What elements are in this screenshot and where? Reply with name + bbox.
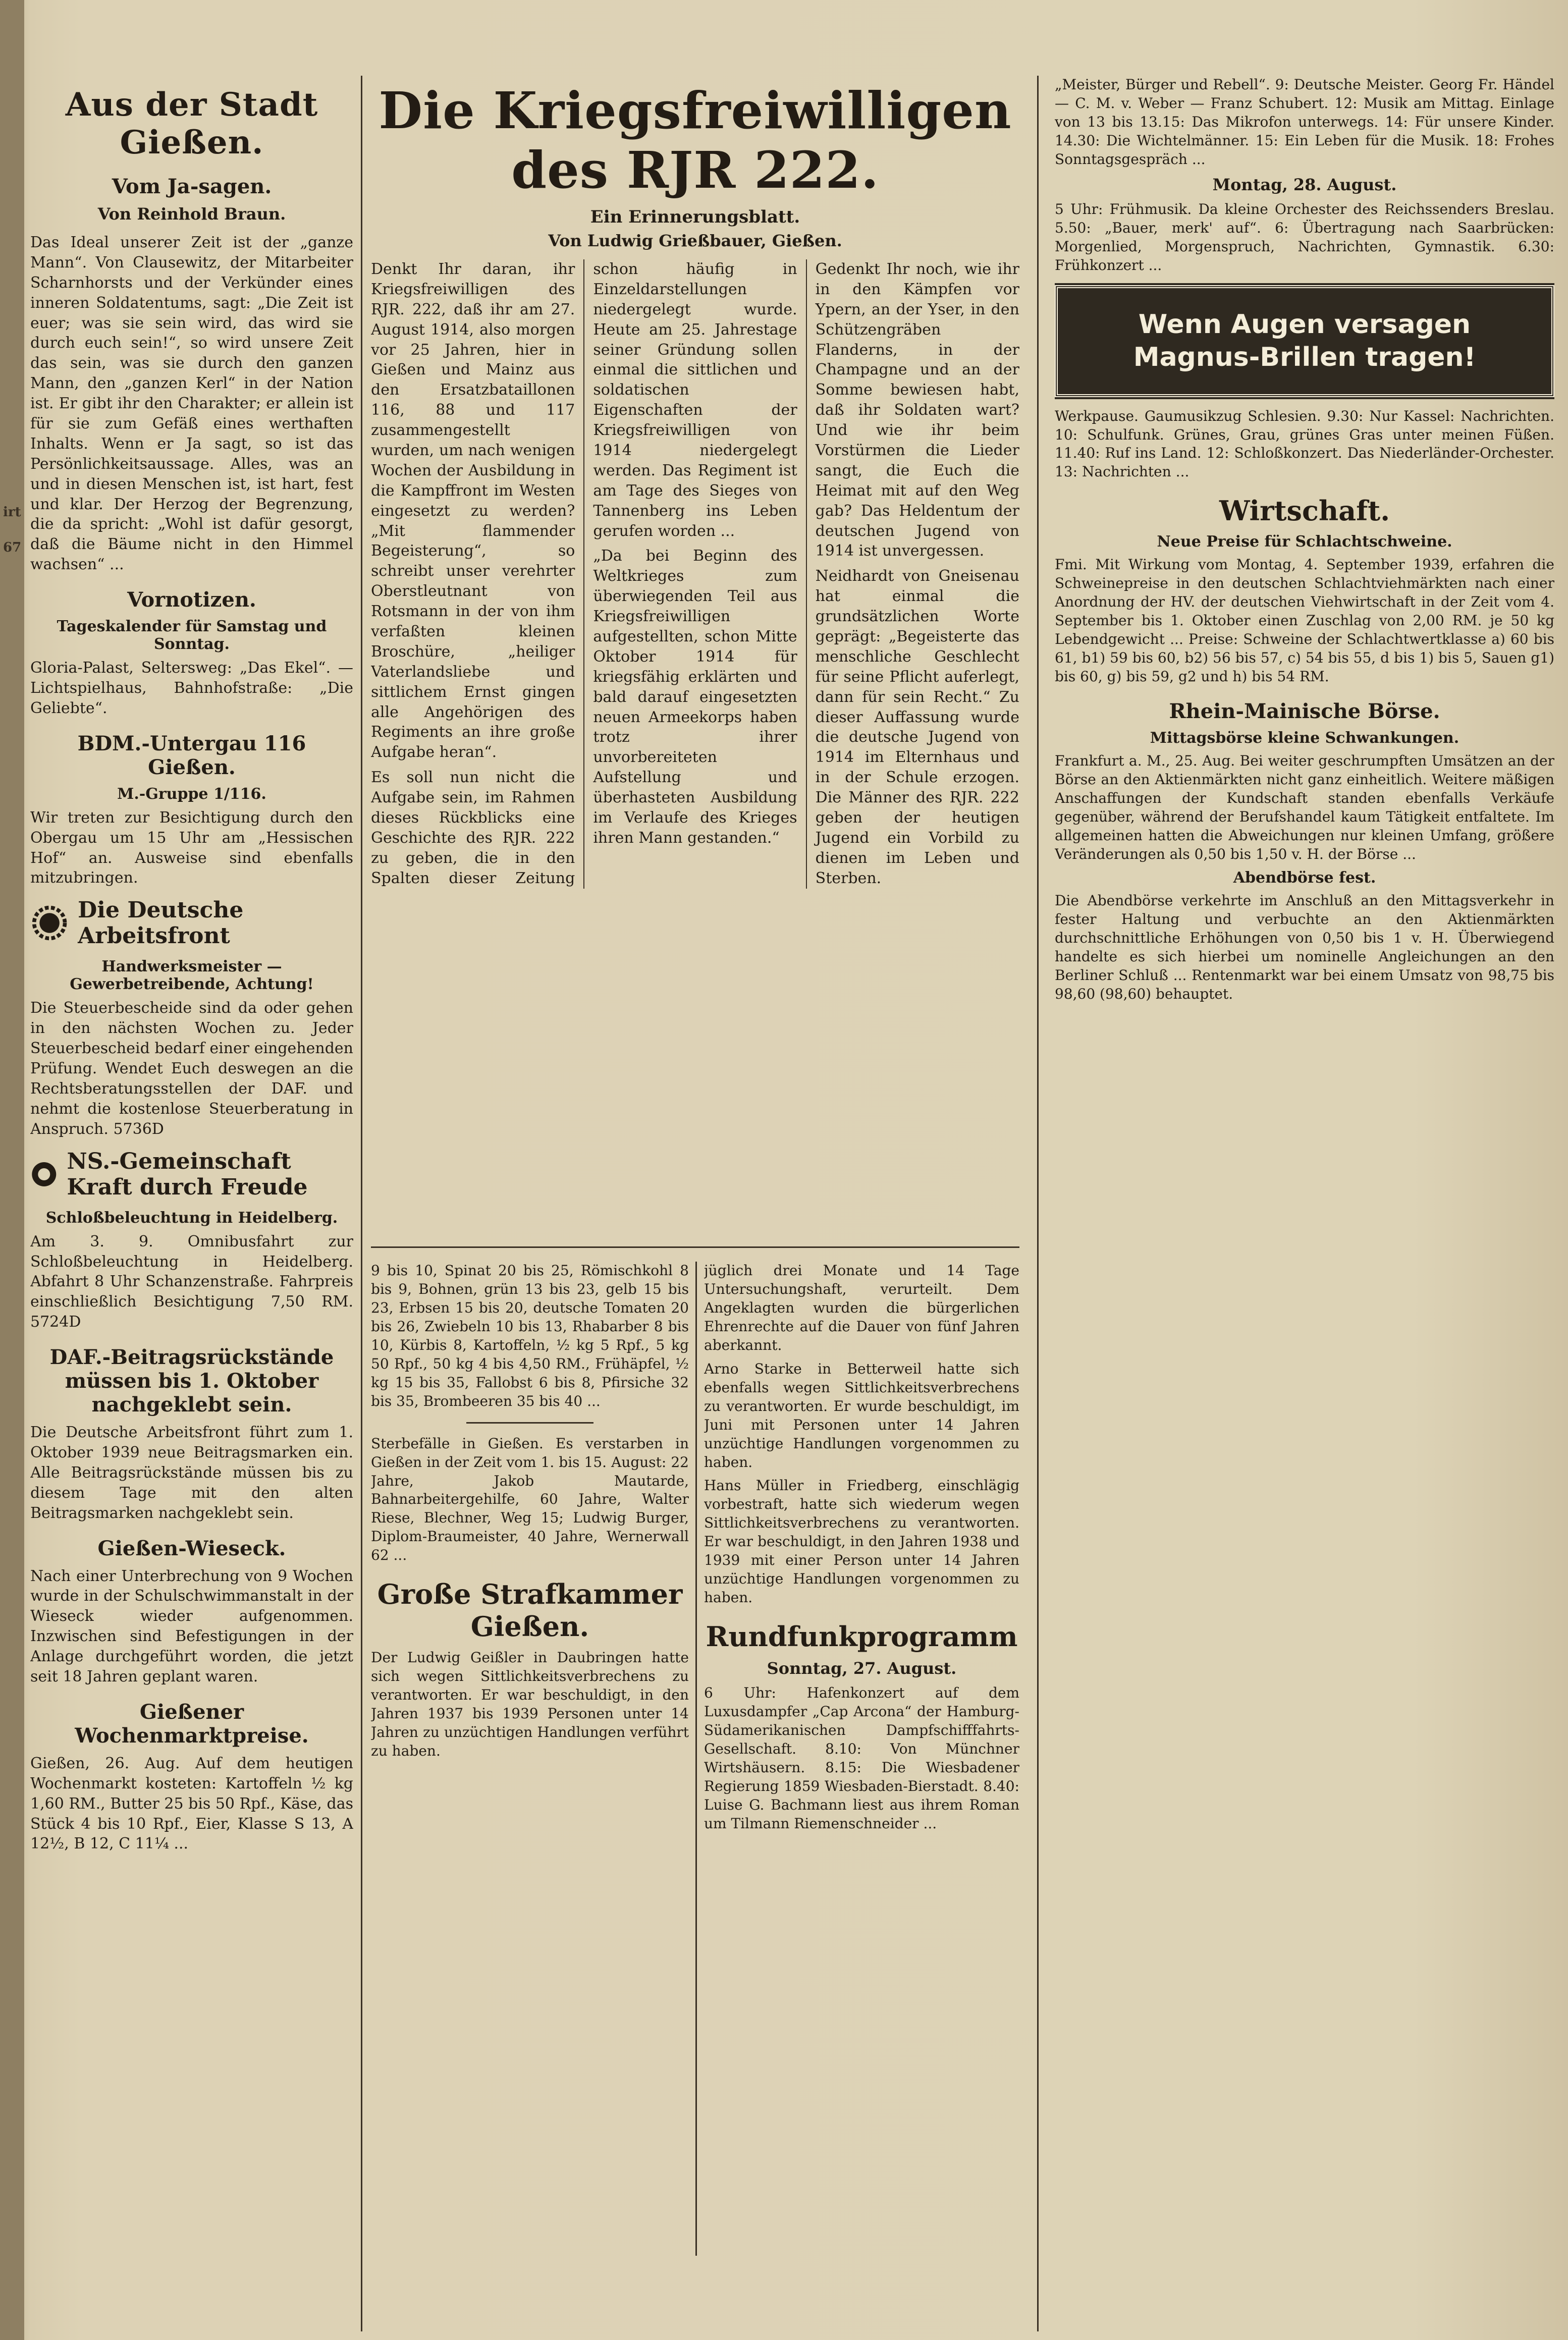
local-news-masthead: Aus der Stadt Gießen. [65, 86, 318, 161]
beitrag-title: DAF.-Beitragsrückstände müssen bis 1. Oktober nachgeklebt sein. [49, 1345, 334, 1417]
market-continued: 9 bis 10, Spinat 20 bis 25, Römischkohl 8 bis 9, Bohnen, grün 13 bis 23, gelb 15 bis 23, Erbsen 15 bis 20, deutsche Tomaten 20 bis 26, Zwiebeln 10 bis 13, Rhabarber 8 bis 10, Kürbis 8, Kartoffeln, ½ kg 5 Rpf., 5 kg 50 Rpf., 50 kg 4 bis 4,50 RM., Frühäpfel, ½ kg 15 bis 35, Fallobst 6 bis 8, Pfirsiche 32 bis 35, Brombeeren 35 bis 40 ... [371, 1262, 689, 1409]
kdf-heading [30, 1149, 353, 1200]
main-article-subtitle: Ein Erinnerungsblatt. [590, 207, 800, 227]
starke-body: Arno Starke in Betterweil hatte sich ebenfalls wegen Sittlichkeitsverbrechens zu verantworten. Er wurde beschuldigt, im Juni mit Personen unter 14 Jahren unzüchtige Handlungen vorgenommen zu haben. [704, 1360, 1019, 1471]
kdf-subtitle: Schloßbeleuchtung in Heidelberg. [45, 1209, 338, 1227]
economy-body: Fmi. Mit Wirkung vom Montag, 4. September 1939, erfahren die Schweinepreise in den deutschen Schlachtviehmärkten nach einer Anordnung der HV. der deutschen Viehwirtschaft in der Zeit vom 4. September bis 1. Oktober einen Zuschlag von 2,00 RM. je 50 kg Lebendgewicht ... Preise: Schweine der Schlachtwertklasse a) 60 bis 61, b1) 59 bis 60, b2) 56 bis 57, c) 54 bis 55, d bis 1) bis 5, Sauen g1) bis 60, g) bis 59, g2 und h) bis 54 RM. [1055, 556, 1554, 685]
radio-date: Sonntag, 27. August. [767, 1659, 957, 1678]
main-article-paragraph: Neidhardt von Gneisenau hat einmal die grundsätzlichen Worte geprägt: „Begeisterte das menschliche Geschlecht für seine Pflicht auferlegt, dann für sein Recht.“ Zu dieser Auffassung wurde die deutsche Jugend von 1914 im Elternhaus und in der Schule erzogen. Die Männer des RJR. 222 geben der heutigen Jugend ein Vorbild zu dienen im Leben und Sterben. [815, 567, 1019, 887]
wieseck-title: Gießen-Wieseck. [97, 1536, 286, 1560]
main-article [371, 76, 1019, 1297]
daf-title: Die Deutsche Arbeitsfront [78, 897, 244, 949]
cogwheel-emblem-icon [30, 900, 69, 946]
boerse-body: Frankfurt a. M., 25. Aug. Bei weiter geschrumpften Umsätzen an der Börse an den Aktienmärkten nicht ganz einheitlich. Weitere mäßigen Anschaffungen der Kundschaft standen ebenfalls Verkäufe gegenüber, während der Berufshandel kaum Tätigkeit entfaltete. Im allgemeinen hatten die Abweichungen nur kleinen Umfang, größere Veränderungen als 0,50 bis 1,50 v. H. der Börse ... [1055, 752, 1554, 862]
court-title: Große Strafkammer Gießen. [377, 1578, 683, 1643]
main-article-masthead: Die Kriegsfreiwilligen des RJR 222. [379, 81, 1012, 200]
court-body: Der Ludwig Geißler in Daubringen hatte sich wegen Sittlichkeitsverbrechens zu verantworten. Er war beschuldigt, in den Jahren 1937 bis 1939 Personen unter 14 Jahren zu unzüchtigen Handlungen verführt zu haben. [371, 1649, 689, 1760]
column-rule [1037, 76, 1039, 2331]
margin-notes: irt 67 [3, 505, 22, 555]
boerse-title: Rhein-Mainische Börse. [1169, 699, 1440, 724]
bdm-title: BDM.-Untergau 116 Gießen. [77, 731, 306, 779]
radio-continued: „Meister, Bürger und Rebell“. 9: Deutsche Meister. Georg Fr. Händel — C. M. v. Weber — Franz Schubert. 12: Musik am Mittag. Einlage von 13 bis 13.15: Das Mikrofon unterwegs. 14: Für unsere Kinder. 14.30: Die Wichtelmänner. 15: Ein Leben für die Musik. 18: Frohes Sonntagsgespräch ... [1055, 76, 1554, 168]
main-article-paragraph: Denkt Ihr daran, ihr Kriegsfreiwilligen des RJR. 222, daß ihr am 27. August 1914, also morgen vor 25 Jahren, hier in Gießen und Mainz aus den Ersatzbataillonen 116, 88 und 117 zusammengestellt wurden, um nach wenigen Wochen der Ausbildung in die Kampffront im Westen eingesetzt zu werden? „Mit flammender Begeisterung“, so schreibt unser verehrter Oberstleutnant von Rotsmann in der von ihm verfaßten kleinen Broschüre, „heiliger Vaterlandsliebe und sittlichem Ernst gingen alle Angehörigen des Regiments an ihre große Aufgabe heran“. [371, 260, 575, 761]
notices-title: Vornotizen. [127, 588, 256, 612]
main-article-paragraph: „Da bei Beginn des Weltkrieges zum überwiegenden Teil aus Kriegsfreiwilligen aufgestellten, schon Mitte Oktober 1914 für kriegsfähig erklärten und bald darauf eingesetzten neuen Armeekorps haben trotz ihrer unvorbereiteten Aufstellung und überhasteten Ausbildung im Verlaufe des Krieges ihren Mann gestanden.“ [593, 547, 797, 847]
kdf-title: NS.-Gemeinschaft Kraft durch Freude [67, 1148, 308, 1200]
local-news-column [30, 76, 353, 2331]
advert-line-1: Wenn Augen versagen [1138, 309, 1471, 340]
section-rule [371, 1246, 1019, 1248]
market-body: Gießen, 26. Aug. Auf dem heutigen Wochenmarkt kosteten: Kartoffeln ½ kg 1,60 RM., Butter 25 bis 50 Rpf., Käse, das Stück 4 bis 10 Rpf., Eier, Klasse S 13, A 12½, B 12, C 11¼ ... [30, 1754, 353, 1853]
daf-heading [30, 897, 353, 949]
evening-exchange-title: Abendbörse fest. [1233, 868, 1376, 887]
beitrag-body: Die Deutsche Arbeitsfront führt zum 1. Oktober 1939 neue Beitragsmarken ein. Alle Beitragsrückstände müssen bis zu diesem Tage mit den alten Beitragsmarken nachgeklebt sein. [30, 1424, 353, 1522]
mueller-body: Hans Müller in Friedberg, einschlägig vorbestraft, hatte sich wiederum wegen Sittlichkeitsverbrechens zu verantworten. Er war beschuldigt, in den Jahren 1938 und 1939 mit einer Person unter 14 Jahren unzüchtige Handlungen vorgenommen zu haben. [704, 1477, 1019, 1606]
market-title: Gießener Wochenmarktpreise. [75, 1700, 309, 1748]
notices-body: Gloria-Palast, Seltersweg: „Das Ekel“. — Lichtspielhaus, Bahnhofstraße: „Die Geliebte“. [30, 659, 353, 717]
radio-body: 6 Uhr: Hafenkonzert auf dem Luxusdampfer „Cap Arcona“ der Hamburg-Südamerikanischen Dampfschifffahrts-Gesellschaft. 8.10: Von Münchner Wirtshäusern. 8.15: Die Wiesbadener Regierung 1859 Wiesbaden-Bierstadt. 8.40: Luise G. Bachmann liest aus ihrem Roman um Tilmann Riemenschneider ... [704, 1684, 1019, 1832]
bdm-subtitle: M.-Gruppe 1/116. [117, 785, 266, 803]
radio-title: Rundfunkprogramm [706, 1620, 1018, 1653]
column-rule [361, 76, 362, 2331]
kdf-body: Am 3. 9. Omnibusfahrt zur Schloßbeleuchtung in Heidelberg. Abfahrt 8 Uhr Schanzenstraße. Fahrpreis einschließlich Besichtigung 7,50 RM. 5724D [30, 1232, 353, 1331]
main-article-paragraph: Es soll nun nicht die Aufgabe sein, im Rahmen dieses Rückblicks eine Geschichte des RJR. 222 zu geben, die in den Spalten dieser Zeitung schon häufig in Einzeldarstellungen niedergelegt wurde. Heute am 25. Jahrestage seiner Gründung sollen einmal die sittlichen und soldatischen Eigenschaften der Kriegsfreiwilligen von 1914 niedergelegt werden. Das Regiment ist am Tage des Sieges von Tannenberg ins Leben gerufen worden ... [371, 260, 797, 887]
sunwheel-emblem-icon [30, 1152, 58, 1197]
monday-body: 5 Uhr: Frühmusik. Da kleine Orchester des Reichssenders Breslau. 5.50: „Bauer, merk' auf“. 6: Übertragung nach Saarbrücken: Morgenlied, Morgenspruch, Nachrichten, Gymnastik. 6.30: Frühkonzert ... [1055, 200, 1554, 274]
column-rule [695, 1262, 697, 2256]
right-column [1055, 76, 1554, 2331]
evening-exchange-body: Die Abendbörse verkehrte im Anschluß an den Mittagsverkehr in fester Haltung und verbuchte an den Aktienmärkten durchschnittliche Erhöhungen von 0,50 bis 1 v. H. Überwiegend handelte es sich hierbei um nominelle Angleichungen an den Berliner Schluß ... Rentenmarkt war bei einem Umsatz von 98,75 bis 98,60 (98,60) behauptet. [1055, 892, 1554, 1002]
monday-continued: Werkpause. Gaumusikzug Schlesien. 9.30: Nur Kassel: Nachrichten. 10: Schulfunk. Grünes, Grau, grünes Gras unter meinen Füßen. 11.40: Ruf ins Land. 12: Schloßkonzert. Das Niederländer-Orchester. 13: Nachrichten ... [1055, 407, 1554, 480]
daf-subtitle: Handwerksmeister — Gewerbetreibende, Achtung! [70, 958, 314, 994]
lower-middle-column [704, 1262, 1019, 2256]
separator [466, 1422, 593, 1424]
economy-title: Wirtschaft. [1219, 495, 1390, 527]
deaths-notice: Sterbefälle in Gießen. Es verstarben in Gießen in der Zeit vom 1. bis 15. August: 22 Jahre, Jakob Mautarde, Bahnarbeitergehilfe, 60 Jahre, Walter Riese, Blechner, Weg 15; Ludwig Burger, Diplom-Braumeister, 40 Jahre, Wernerwall 62 ... [371, 1435, 689, 1564]
economy-subtitle: Neue Preise für Schlachtschweine. [1157, 533, 1452, 551]
main-article-byline: Von Ludwig Grießbauer, Gießen. [548, 231, 842, 250]
article-title: Vom Ja-sagen. [112, 175, 272, 198]
bdm-body: Wir treten zur Besichtigung durch den Obergau um 15 Uhr am „Hessischen Hof“ an. Ausweise sind ebenfalls mitzubringen. [30, 808, 353, 887]
monday-title: Montag, 28. August. [1212, 175, 1397, 194]
article-author: Von Reinhold Braun. [97, 204, 286, 224]
wieseck-body: Nach einer Unterbrechung von 9 Wochen wurde in der Schulschwimmanstalt in der Wieseck wieder aufgenommen. Inzwischen sind Befestigungen in der Anlage durchgeführt worden, die jetzt seit 18 Jahren geplant waren. [30, 1567, 353, 1685]
main-article-paragraph: Gedenkt Ihr noch, wie ihr in den Kämpfen vor Ypern, an der Yser, in den Schützengräben Flanderns, in der Champagne und an der Somme bewiesen habt, daß ihr Soldaten wart? Und wie ihr beim Vorstürmen die Lieder sangt, die Euch die Heimat mit auf den Weg gab? Das Heldentum der deutschen Jugend von 1914 ist unvergessen. [815, 260, 1019, 560]
verdict-body: jüglich drei Monate und 14 Tage Untersuchungshaft, verurteilt. Dem Angeklagten wurden die bürgerlichen Ehrenrechte auf die Dauer von fünf Jahren aberkannt. [704, 1262, 1019, 1353]
lower-left-column [371, 1262, 689, 2256]
page-binding [0, 0, 24, 2340]
article-body: Das Ideal unserer Zeit ist der „ganze Mann“. Von Clausewitz, der Mitarbeiter Scharnhorsts und der Verkünder eines inneren Soldatentums, sagt: „Die Zeit ist euer; was sie sein wird, das wird sie durch euch sein!“, so wird unsere Zeit das sein, was sie durch den ganzen Mann, den „ganzen Kerl“ in der Nation ist. Er gibt ihr den Charakter; er allein ist für sie zum Gefäß eines werthaften Inhalts. Wenn er Ja sagt, so ist das Persönlichkeitsaussage. Alles, was an und in diesen Menschen ist, ist hart, fest und klar. Der Herzog der Begrenzung, die da spricht: „Wohl ist dafür gesorgt, daß die Bäume nicht in den Himmel wachsen“ ... [30, 234, 353, 574]
eyeglasses-advert [1055, 285, 1554, 397]
notices-subtitle: Tageskalender für Samstag und Sonntag. [57, 618, 327, 654]
main-article-columns [371, 259, 1019, 889]
advert-line-2: Magnus-Brillen tragen! [1133, 342, 1476, 372]
daf-body: Die Steuerbescheide sind da oder gehen in den nächsten Wochen zu. Jeder Steuerbescheid bedarf einer eingehenden Prüfung. Wendet Euch deswegen an die Rechtsberatungsstellen der DAF. und nehmt die kostenlose Steuerberatung in Anspruch. 5736D [30, 999, 353, 1138]
boerse-subtitle: Mittagsbörse kleine Schwankungen. [1150, 729, 1459, 747]
